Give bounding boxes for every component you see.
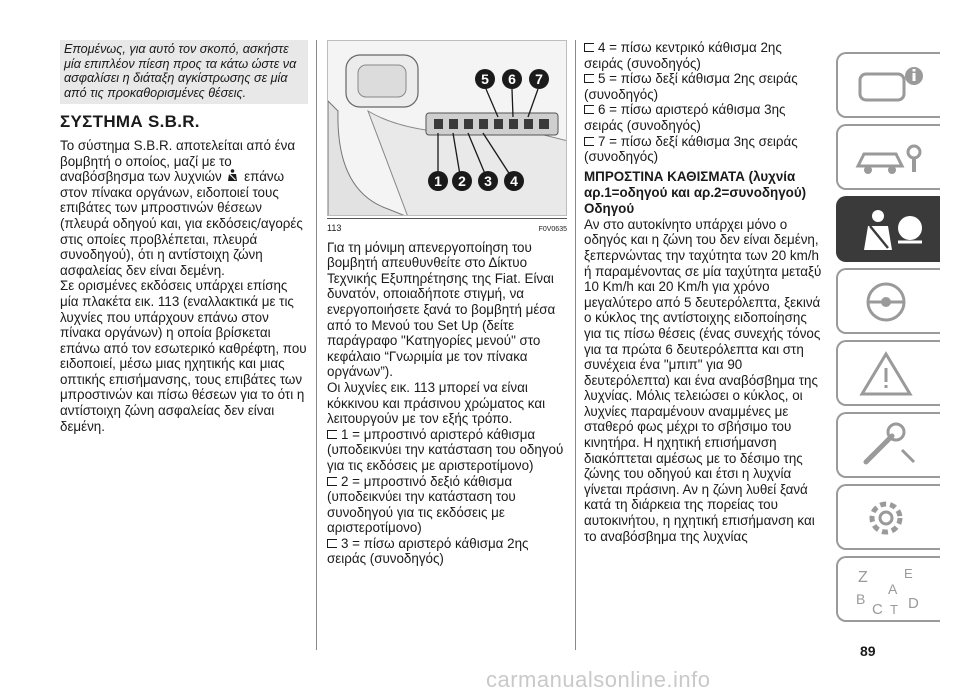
chapter-tab-dashboard[interactable] bbox=[836, 52, 940, 118]
index-letter: C bbox=[872, 601, 883, 618]
paragraph-text: επάνω στον πίνακα οργάνων, ειδοποιεί τους επιβάτες των μπροστινών θέσεων (πλευρά οδηγού και, για εκδόσεις/αγορές στις οποίες προβλέπεται, πλευρά συνοδηγού), ότι η αντίστοιχη ζώνη ασφαλείας δεν είναι δεμένη. bbox=[60, 169, 303, 278]
list-item: 7 = πίσω δεξί κάθισμα 3ης σειράς (συνοδηγός) bbox=[584, 133, 798, 165]
list-item: 4 = πίσω κεντρικό κάθισμα 2ης σειράς (συνοδηγός) bbox=[584, 40, 782, 71]
column-divider bbox=[316, 40, 317, 650]
page-number: 89 bbox=[860, 643, 876, 659]
steering-wheel-icon bbox=[852, 276, 932, 330]
callout-1: 1 bbox=[428, 171, 448, 191]
index-letter: Z bbox=[858, 569, 868, 586]
warning-triangle-icon bbox=[852, 348, 932, 402]
callout-6: 6 bbox=[502, 69, 522, 89]
paragraph-text: Το σύστημα S.B.R. αποτελείται από ένα βομβητή ο οποίος, μαζί με το αναβόσβησμα των λυχνιών bbox=[60, 137, 296, 185]
column-divider bbox=[575, 40, 576, 650]
bullet-icon bbox=[327, 477, 337, 486]
bullet-icon bbox=[584, 137, 594, 146]
chapter-tab-vehicle[interactable] bbox=[836, 124, 940, 190]
list-item: 6 = πίσω αριστερό κάθισμα 3ης σειράς (συνοδηγός) bbox=[584, 102, 786, 133]
warning-panel-illustration bbox=[328, 41, 567, 216]
seatbelt-warning-icon bbox=[227, 169, 238, 182]
paragraph: Αν στο αυτοκίνητο υπάρχει μόνο ο οδηγός και η ζώνη του δεν είναι δεμένη, ξεπερνώντας την ταχύτητα των 20 km/h ή παραμένοντας σε μία ταχύτητα μεταξύ 10 Km/h και 20 Km/h για χρόνο μεγαλύτερο από 5 δευτερόλεπτα, ξεκινά ο κύκλος της αντίστοιχης ειδοποίησης για τις πίσω θέσεις (ένας συνεχής τόνος για τα πρώτα 6 δευτερόλεπτα και στη συνέχεια ένα "μπιπ" για 90 δευτερόλεπτα) και ένα αναβόσβημα της λυχνίας. Μόλις τελειώσει ο κύκλος, οι λυχνίες παραμένουν αναμμένες με σταθερό φως μέχρι το σβήσιμο του κινητήρα. Η ηχητική επισήμανση διακόπτεται αμέσως με το δέσιμο της ζώνης του οδηγού και έτσι η λυχνία γίνεται πράσινη. Αν η ζώνη λυθεί ξανά κατά τη διάρκεια της πορείας του αυτοκινήτου, η ηχητική επισήμανση και το αναβόσβημα της λυχνίας bbox=[584, 216, 822, 544]
callout-3: 3 bbox=[478, 171, 498, 191]
list-item: 1 = μπροστινό αριστερό κάθισμα (υποδεικνύει την κατάσταση του οδηγού για τις εκδόσεις με αριστεροτίμονο) bbox=[327, 426, 564, 473]
index-letters-icon bbox=[852, 564, 932, 618]
callout-7: 7 bbox=[529, 69, 549, 89]
figure-code: F0V0635 bbox=[538, 226, 567, 233]
list-item: 5 = πίσω δεξί κάθισμα 2ης σειράς (συνοδηγός) bbox=[584, 71, 798, 102]
callout-4: 4 bbox=[504, 171, 524, 191]
dashboard-info-icon bbox=[852, 60, 932, 114]
bullet-icon bbox=[327, 539, 337, 548]
column-3 bbox=[584, 40, 824, 544]
callout-2: 2 bbox=[452, 171, 472, 191]
chapter-tab-maintenance[interactable] bbox=[836, 412, 940, 478]
column-2 bbox=[327, 40, 567, 567]
bullet-icon bbox=[327, 430, 337, 439]
index-letter: A bbox=[888, 581, 898, 597]
watermark: carmanualsonline.info bbox=[486, 667, 711, 692]
figure-number: 113 bbox=[327, 223, 342, 233]
list-item: 3 = πίσω αριστερό κάθισμα 2ης σειράς (συνοδηγός) bbox=[327, 535, 529, 567]
figure-caption bbox=[327, 218, 567, 238]
bullet-icon bbox=[584, 105, 594, 114]
chapter-tab-emergency[interactable] bbox=[836, 340, 940, 406]
subsection-subheading: Οδηγού bbox=[584, 200, 635, 216]
index-letter: B bbox=[856, 591, 866, 607]
figure-113-dashboard-panel bbox=[327, 40, 567, 216]
intro-note: Επομένως, για αυτό τον σκοπό, ασκήστε μία επιπλέον πίεση προς τα κάτω ώστε να ασφαλίσει η διάταξη αγκίστρωσης σε μία από τις προκαθορισμένες θέσεις. bbox=[60, 40, 308, 104]
chapter-tab-technical[interactable] bbox=[836, 484, 940, 550]
column-1 bbox=[60, 40, 308, 434]
index-letter: D bbox=[908, 595, 919, 612]
index-letter: E bbox=[904, 566, 913, 581]
bullet-icon bbox=[584, 74, 594, 83]
paragraph: Για τη μόνιμη απενεργοποίηση του βομβητή απευθυνθείτε στο Δίκτυο Τεχνικής Εξυπηρέτησης της Fiat. Είναι δυνατόν, οποιαδήποτε στιγμή, να ενεργοποιήσετε ξανά το βομβητή μέσα από το Μενού του Set Up (δείτε παράγραφο "Κατηγορίες μενού" στο κεφάλαιο “Γνωριμία με τον πίνακα οργάνων”). bbox=[327, 239, 556, 380]
gear-icon bbox=[852, 492, 932, 546]
subsection-heading: ΜΠΡΟΣΤΙΝΑ ΚΑΘΙΣΜΑΤΑ (λυχνία αρ.1=οδηγού και αρ.2=συνοδηγού) bbox=[584, 168, 807, 200]
section-title: ΣΥΣΤΗΜΑ S.B.R. bbox=[60, 112, 200, 132]
airbag-safety-icon bbox=[852, 204, 932, 258]
chapter-tab-safety[interactable] bbox=[836, 196, 940, 262]
chapter-tab-starting[interactable] bbox=[836, 268, 940, 334]
index-letter: T bbox=[890, 602, 898, 617]
bullet-icon bbox=[584, 43, 594, 52]
paragraph: Οι λυχνίες εικ. 113 μπορεί να είναι κόκκινου και πράσινου χρώματος και λειτουργούν με τον εξής τρόπο. bbox=[327, 379, 546, 427]
callout-5: 5 bbox=[475, 69, 495, 89]
wrench-icon bbox=[852, 420, 932, 474]
chapter-tab-index[interactable] bbox=[836, 556, 940, 622]
car-key-icon bbox=[852, 132, 932, 186]
paragraph bbox=[60, 138, 308, 278]
list-item: 2 = μπροστινό δεξιό κάθισμα (υποδεικνύει την κατάσταση του συνοδηγού για τις εκδόσεις με αριστεροτίμονο) bbox=[327, 473, 516, 536]
paragraph: Σε ορισμένες εκδόσεις υπάρχει επίσης μία πλακέτα εικ. 113 (εναλλακτικά με τις λυχνίες που υπάρχουν επάνω στον πίνακα οργάνων) η οποία βρίσκεται επάνω από τον εσωτερικό καθρέφτη, που ειδοποιεί, μέσω μιας ηχητικής και μιας οπτικής επισήμανσης, τους επιβάτες των μπροστινών και πίσω θέσεων για το ότι η αντίστοιχη ζώνη ασφαλείας δεν είναι δεμένη. bbox=[60, 278, 307, 434]
